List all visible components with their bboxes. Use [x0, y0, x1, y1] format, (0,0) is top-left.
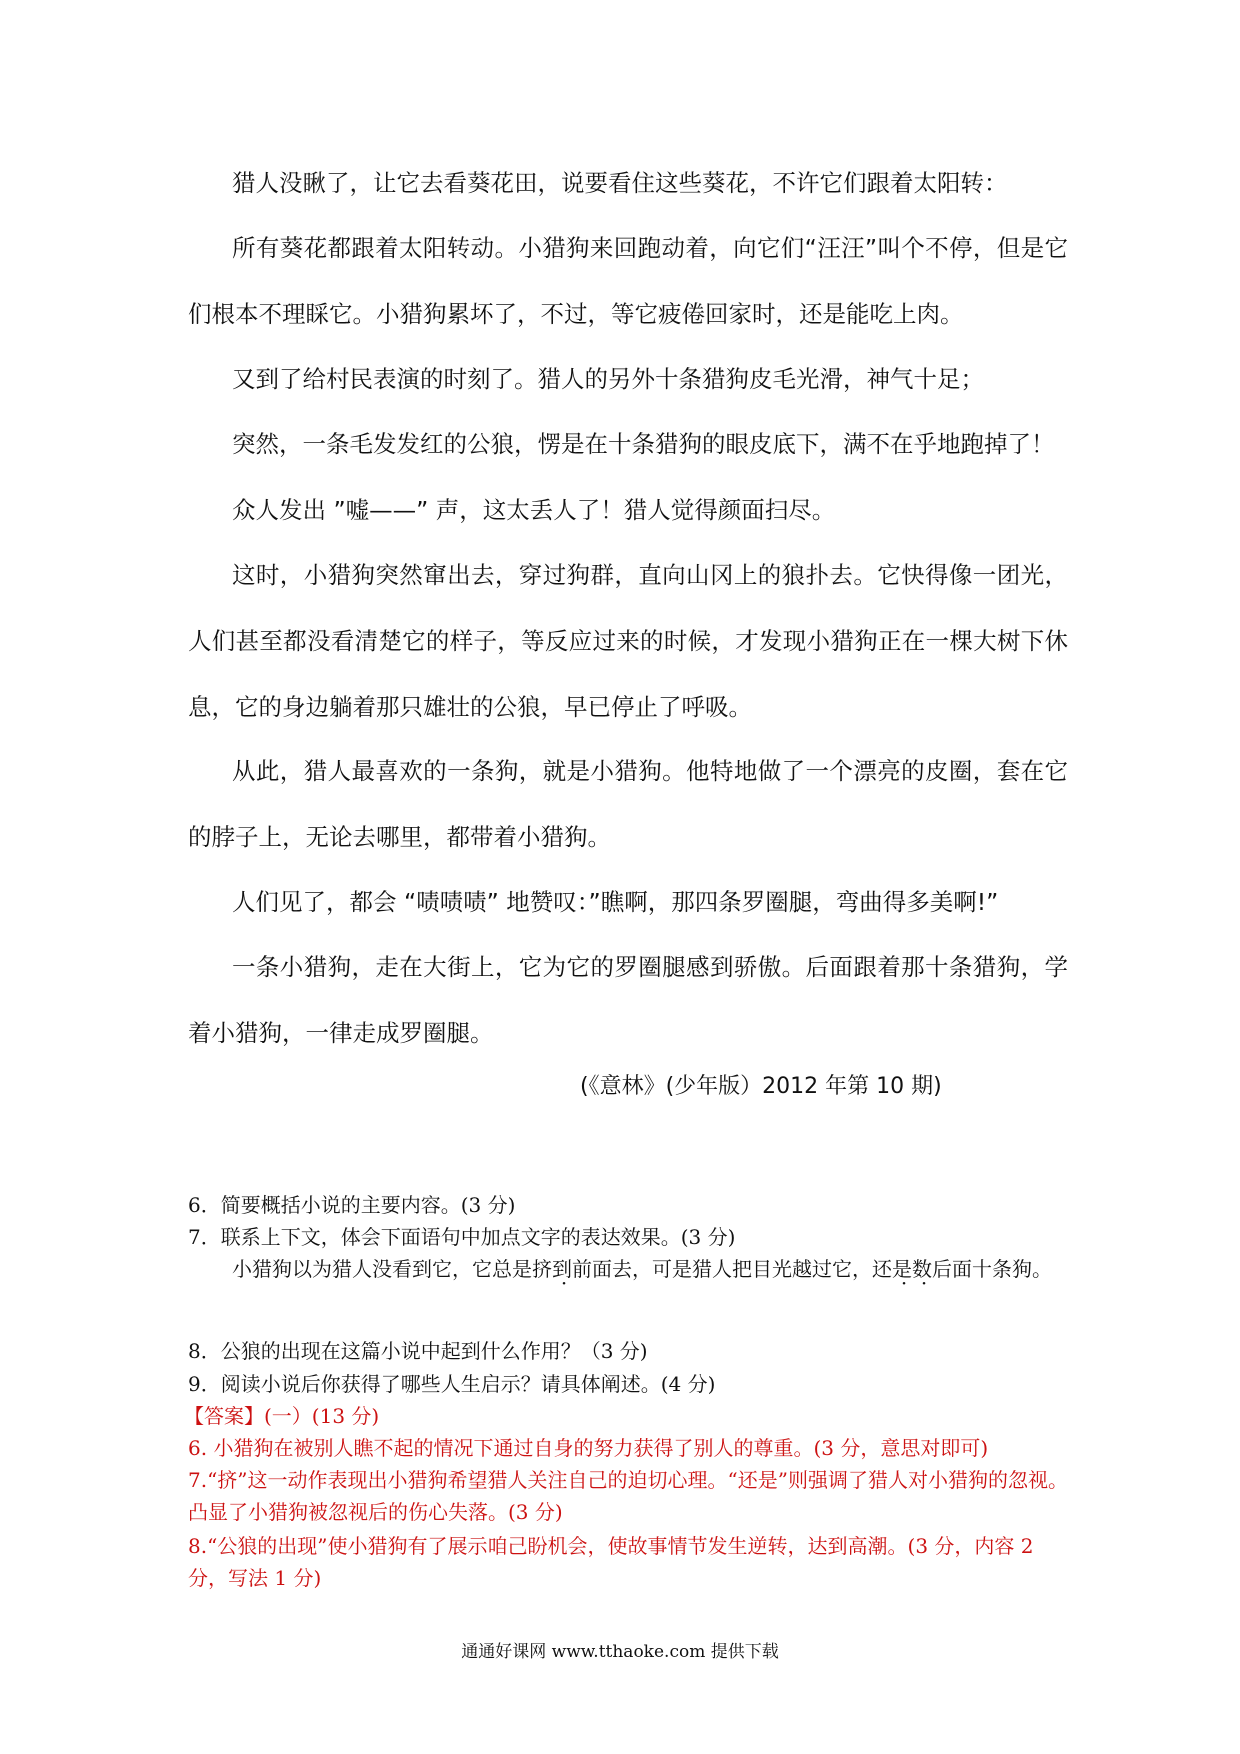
dotted-char: 是 — [892, 1257, 912, 1281]
answer-6: 6. 小猎狗在被别人瞧不起的情况下通过自身的努力获得了别人的尊重。(3 分，意思对即可) — [188, 1436, 989, 1460]
answer-7: 7.“挤”这一动作表现出小猎狗希望猎人关注自己的迫切心理。“还是”则强调了猎人对小猎狗的忽视。凸显了小猎狗被忽视后的伤心失落。(3 分) — [188, 1468, 1068, 1524]
source-citation: (《意林》(少年版）2012 年第 10 期) — [580, 1074, 942, 1099]
story-paragraph: 一条小猎狗，走在大街上，它为它的罗圈腿感到骄傲。后面跟着那十条猎狗，学着小猎狗，一律走成罗圈腿。 — [188, 953, 1068, 1047]
story-paragraph: 又到了给村民表演的时刻了。猎人的另外十条猎狗皮毛光滑，神气十足； — [232, 365, 984, 393]
answer-8: 8.“公狼的出现”使小猎狗有了展示咱己盼机会，使故事情节发生逆转，达到高潮。(3 分，内容 2 分，写法 1 分) — [188, 1534, 1034, 1590]
page-footer: 通通好课网 www.tthaoke.com 提供下载 — [461, 1642, 779, 1662]
question-9: 9．阅读小说后你获得了哪些人生启示？请具体阐述。(4 分) — [188, 1372, 716, 1396]
quote-text: 到前面去，可是猎人把目光越过它， — [552, 1257, 872, 1281]
answer-header: 【答案】(一）(13 分) — [184, 1404, 380, 1428]
dotted-char: 还 — [872, 1257, 892, 1281]
story-paragraph: 人们见了，都会 “啧啧啧” 地赞叹：”瞧啊，那四条罗圈腿，弯曲得多美啊!” — [232, 888, 999, 916]
story-paragraph: 从此，猎人最喜欢的一条狗，就是小猎狗。他特地做了一个漂亮的皮圈，套在它的脖子上，无论去哪里，都带着小猎狗。 — [188, 757, 1068, 851]
dotted-char: 挤 — [532, 1257, 552, 1281]
story-paragraph: 这时，小猎狗突然窜出去，穿过狗群，直向山冈上的狼扑去。它快得像一团光，人们甚至都没看清楚它的样子，等反应过来的时候，才发现小猎狗正在一棵大树下休息，它的身边躺着那只雄壮的公狼，早已停止了呼吸。 — [188, 561, 1068, 721]
question-7: 7．联系上下文，体会下面语句中加点文字的表达效果。(3 分) — [188, 1225, 736, 1249]
quote-text: 数后面十条狗。 — [912, 1257, 1052, 1281]
story-paragraph: 众人发出 ”嘘——” 声，这太丢人了！猎人觉得颜面扫尽。 — [232, 496, 836, 524]
question-6: 6．简要概括小说的主要内容。(3 分) — [188, 1193, 516, 1217]
question-7-quote — [188, 1253, 1068, 1285]
quote-text: 小猎狗以为猎人没看到它，它总是 — [232, 1257, 532, 1281]
question-8: 8．公狼的出现在这篇小说中起到什么作用？（3 分) — [188, 1339, 648, 1363]
story-paragraph: 突然，一条毛发发红的公狼，愣是在十条猎狗的眼皮底下，满不在乎地跑掉了！ — [232, 430, 1055, 458]
story-paragraph: 所有葵花都跟着太阳转动。小猎狗来回跑动着，向它们“汪汪”叫个不停，但是它们根本不理睬它。小猎狗累坏了，不过，等它疲倦回家时，还是能吃上肉。 — [188, 234, 1068, 328]
story-paragraph: 猎人没瞅了，让它去看葵花田，说要看住这些葵花，不许它们跟着太阳转： — [232, 169, 1008, 197]
